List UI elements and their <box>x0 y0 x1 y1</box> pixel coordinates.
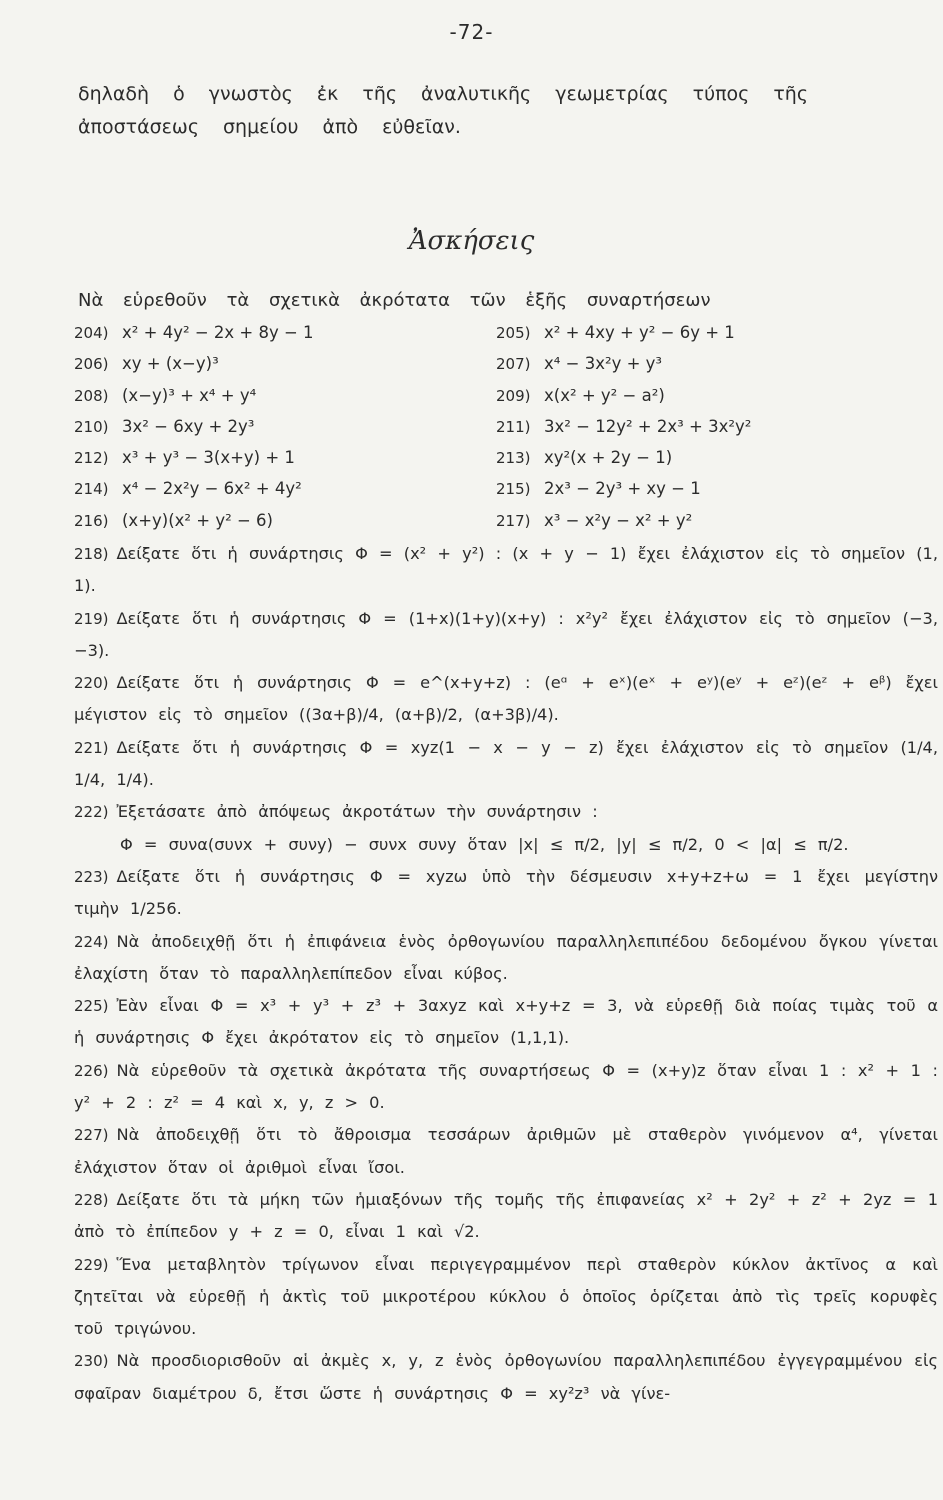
function-pair <box>74 386 934 417</box>
function-expression: xy + (x−y)³ <box>122 354 219 374</box>
function-pair <box>74 448 934 479</box>
exercise-text: Νὰ ἀποδειχθῇ ὅτι τὸ ἄθροισμα τεσσάρων ἀριθμῶν μὲ σταθερὸν γινόμενον α⁴, γίνεται ἐλάχιστον ὅταν οἱ ἀριθμοὶ εἶναι ἴσοι. <box>74 1125 938 1177</box>
exercise-number: 229) <box>74 1255 109 1274</box>
function-expression: x³ − x²y − x² + y² <box>544 510 693 530</box>
exercise-number: 213) <box>496 449 531 468</box>
function-expression: 3x² − 6xy + 2y³ <box>122 416 255 436</box>
function-expression: x⁴ − 2x²y − 6x² + 4y² <box>122 479 302 499</box>
exercise-text: Δείξατε ὅτι ἡ συνάρτησις Φ = xyz(1 − x − y − z) ἔχει ἐλάχιστον εἰς τὸ σημεῖον (1/4, 1/4, 1/4). <box>74 737 938 790</box>
exercise-text: Δείξατε ὅτι ἡ συνάρτησις Φ = (x² + y²) : (x + y − 1) ἔχει ἐλάχιστον εἰς τὸ σημεῖον (1, 1). <box>74 544 938 596</box>
exercise-223 <box>74 861 938 926</box>
function-expression: (x+y)(x² + y² − 6) <box>122 510 273 530</box>
exercise-number: 225) <box>74 997 109 1016</box>
exercise-number: 223) <box>74 867 109 886</box>
exercise-text: Δείξατε ὅτι ἡ συνάρτησις Φ = (1+x)(1+y)(x+y) : x²y² ἔχει ἐλάχιστον εἰς τὸ σημεῖον (−3, −3). <box>74 608 938 660</box>
exercise-number: 205) <box>496 324 531 342</box>
function-pair <box>74 479 934 510</box>
function-expression: x(x² + y² − a²) <box>544 385 665 405</box>
exercise-number: 222) <box>74 803 109 822</box>
function-expression: x⁴ − 3x²y + y³ <box>544 354 663 374</box>
exercise-text: Νὰ ἀποδειχθῇ ὅτι ἡ ἐπιφάνεια ἑνὸς ὀρθογωνίου παραλληλεπιπέδου δεδομένου ὄγκου γίνεται ἐλαχίστη ὅταν τὸ παραλληλεπίπεδον εἶναι κύβος. <box>74 931 938 983</box>
exercise-number: 217) <box>496 511 531 530</box>
function-list <box>74 323 934 542</box>
exercise-number: 227) <box>74 1126 109 1145</box>
exercise-number: 206) <box>74 355 109 374</box>
exercise-number: 208) <box>74 386 109 405</box>
exercise-number: 207) <box>496 355 531 374</box>
exercise-text: Ἕνα μεταβλητὸν τρίγωνον εἶναι περιγεγραμμένον περὶ σταθερὸν κύκλον ἀκτῖνος α καὶ ζητεῖται νὰ εὑρεθῇ ἡ ἀκτὶς τοῦ μικροτέρου κύκλου ὁ ὁποῖος ὁρίζεται ἀπὸ τὶς τρεῖς κορυφὲς τοῦ τριγώνου. <box>74 1254 938 1339</box>
function-expression: 3x² − 12y² + 2x³ + 3x²y² <box>544 416 752 436</box>
exercise-number: 230) <box>74 1352 109 1371</box>
exercise-number: 226) <box>74 1061 109 1080</box>
exercise-text: Δείξατε ὅτι τὰ μήκη τῶν ἡμιαξόνων τῆς τομῆς τῆς ἐπιφανείας x² + 2y² + z² + 2yz = 1 ἀπὸ τὸ ἐπίπεδον y + z = 0, εἶναι 1 καὶ √2. <box>74 1189 938 1242</box>
exercise-number: 214) <box>74 480 109 499</box>
exercise-number: 210) <box>74 417 109 436</box>
section-title: Ἀσκήσεις <box>408 226 535 256</box>
exercise-230 <box>74 1345 938 1410</box>
exercise-number: 220) <box>74 674 109 693</box>
exercise-number: 228) <box>74 1190 109 1209</box>
exercise-text: Ἐὰν εἶναι Φ = x³ + y³ + z³ + 3αxyz καὶ x+y+z = 3, νὰ εὑρεθῇ διὰ ποίας τιμὰς τοῦ α ἡ συνάρτησις Φ ἔχει ἀκρότατον εἰς τὸ σημεῖον (1,1,1). <box>74 996 938 1048</box>
function-expression: (x−y)³ + x⁴ + y⁴ <box>122 385 257 405</box>
page-number: -72- <box>449 20 494 44</box>
exercise-219 <box>74 603 938 668</box>
function-expression: x³ + y³ − 3(x+y) + 1 <box>122 448 295 468</box>
exercise-list <box>74 538 938 1410</box>
exercise-229 <box>74 1249 938 1346</box>
exercise-226 <box>74 1055 938 1120</box>
exercise-number: 218) <box>74 545 109 563</box>
exercise-text: Νὰ εὑρεθοῦν τὰ σχετικὰ ἀκρότατα τῆς συναρτήσεως Φ = (x+y)z ὅταν εἶναι 1 : x² + 1 : y² + 2 : z² = 4 καὶ x, y, z > 0. <box>74 1060 938 1113</box>
function-pair <box>74 354 934 385</box>
exercise-222 <box>74 796 938 861</box>
function-expression: x² + 4xy + y² − 6y + 1 <box>544 323 735 342</box>
exercise-220 <box>74 667 938 732</box>
exercise-number: 204) <box>74 324 109 342</box>
exercise-number: 219) <box>74 609 109 628</box>
exercise-number: 211) <box>496 417 531 436</box>
exercise-number: 212) <box>74 449 109 468</box>
exercise-text: Δείξατε ὅτι ἡ συνάρτησις Φ = xyzω ὑπὸ τὴν δέσμευσιν x+y+z+ω = 1 ἔχει μεγίστην τιμὴν 1/256. <box>74 866 938 919</box>
exercise-218 <box>74 538 938 603</box>
exercise-number: 216) <box>74 511 109 530</box>
exercise-text: Νὰ προσδιορισθοῦν αἱ ἀκμὲς x, y, z ἑνὸς ὀρθογωνίου παραλληλεπιπέδου ἐγγεγραμμένου εἰς σφαῖραν διαμέτρου δ, ἔτσι ὥστε ἡ συνάρτησις Φ = xy²z³ νὰ γίνε- <box>74 1351 938 1403</box>
exercise-number: 221) <box>74 738 109 757</box>
intro-paragraph: δηλαδὴ ὁ γνωστὸς ἐκ τῆς ἀναλυτικῆς γεωμετρίας τύπος τῆς ἀποστάσεως σημείου ἀπὸ εὐθεῖαν. <box>78 83 808 138</box>
function-expression: 2x³ − 2y³ + xy − 1 <box>544 479 701 499</box>
function-expression: xy²(x + 2y − 1) <box>544 448 673 468</box>
function-pair <box>74 323 934 354</box>
exercise-number: 215) <box>496 480 531 499</box>
exercise-formula: Φ = συνα(συνx + συνy) − συνx συνy ὅταν |x| ≤ π/2, |y| ≤ π/2, 0 < |α| ≤ π/2. <box>120 834 849 854</box>
exercise-text: Ἐξετάσατε ἀπὸ ἀπόψεως ἀκροτάτων τὴν συνάρτησιν : <box>116 802 598 822</box>
exercise-text: Δείξατε ὅτι ἡ συνάρτησις Φ = e^(x+y+z) : (eᵅ + eˣ)(eˣ + eʸ)(eʸ + eᶻ)(eᶻ + eᵝ) ἔχει μέγιστον εἰς τὸ σημεῖον ((3α+β)/4, (α+β)/2, (α+3β)/4). <box>74 673 938 725</box>
exercise-225 <box>74 990 938 1055</box>
exercise-224 <box>74 926 938 991</box>
exercise-228 <box>74 1184 938 1249</box>
task-instruction: Νὰ εὑρεθοῦν τὰ σχετικὰ ἀκρότατα τῶν ἑξῆς συναρτήσεων <box>78 290 711 311</box>
function-expression: x² + 4y² − 2x + 8y − 1 <box>122 323 314 342</box>
exercise-227 <box>74 1119 938 1184</box>
exercise-221 <box>74 732 938 797</box>
function-pair <box>74 417 934 448</box>
exercise-number: 224) <box>74 932 109 951</box>
exercise-number: 209) <box>496 386 531 405</box>
